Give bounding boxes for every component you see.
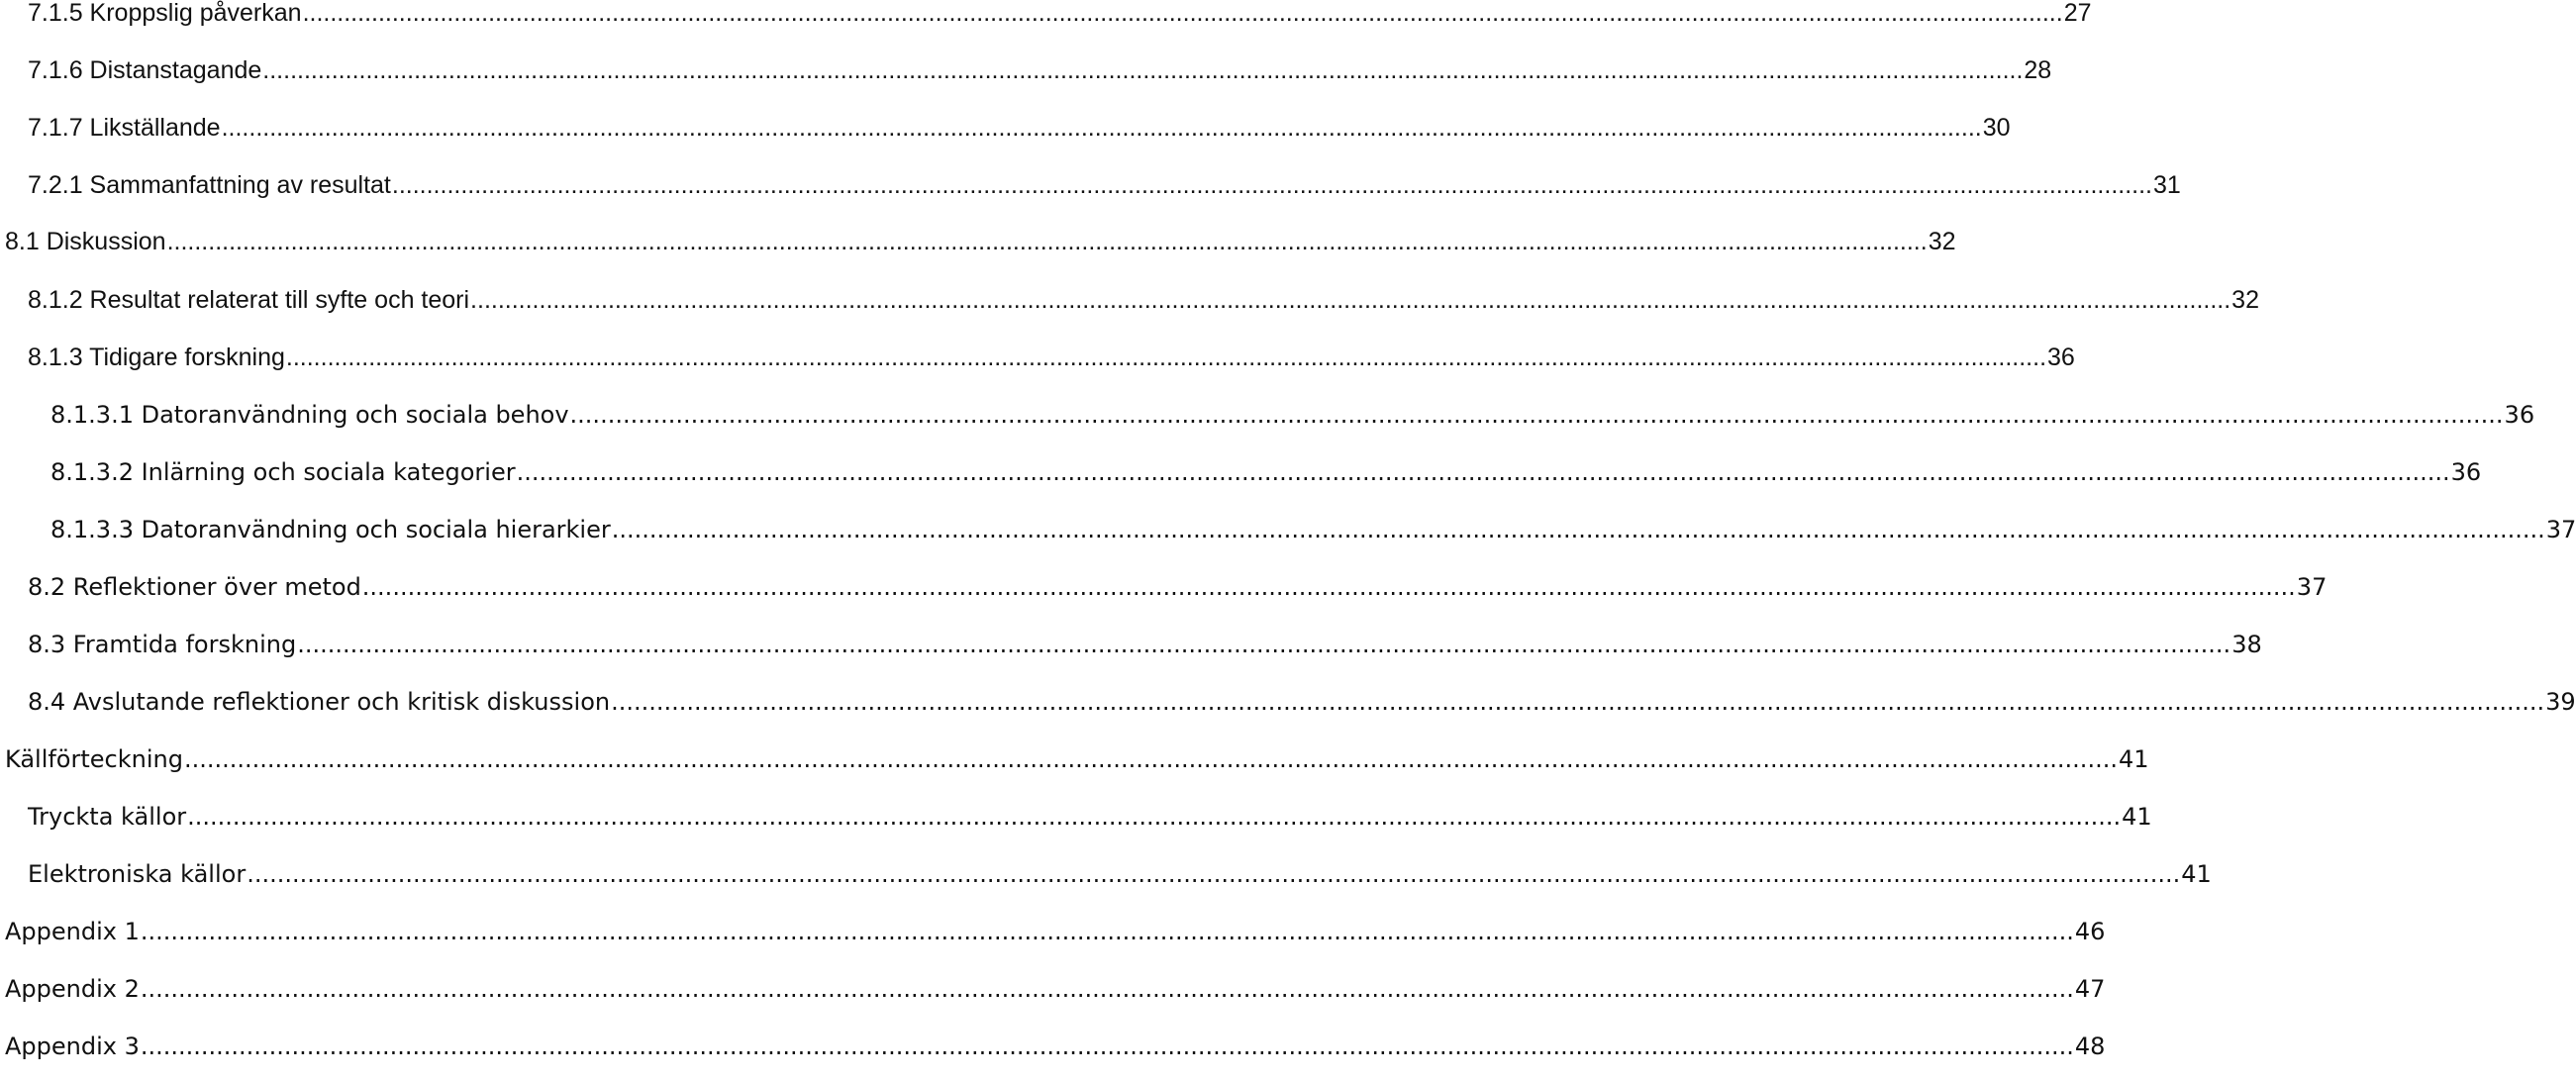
toc-entry-page: 31 <box>2153 171 2181 199</box>
toc-entry-label: 8.4 Avslutande reflektioner och kritisk diskussion <box>28 688 611 716</box>
toc-entry[interactable] <box>0 217 1956 256</box>
toc-entry-page: 32 <box>2231 286 2259 314</box>
toc-entry[interactable] <box>0 505 2576 544</box>
toc-entry-page: 27 <box>2063 0 2092 27</box>
toc-dot-leader <box>517 457 2450 487</box>
toc-entry-label: Elektroniska källor <box>28 860 247 888</box>
toc-dot-leader <box>297 630 2230 659</box>
toc-entry-label: 7.2.1 Sammanfattning av resultat <box>28 171 391 199</box>
toc-entry-page: 36 <box>2450 458 2482 486</box>
toc-dot-leader <box>470 285 2230 315</box>
toc-entry[interactable] <box>0 160 2181 200</box>
toc-entry-page: 41 <box>2122 803 2152 831</box>
toc-entry[interactable] <box>0 0 2092 28</box>
toc-entry-page: 41 <box>2118 745 2149 773</box>
toc-entry-page: 32 <box>1928 228 1956 255</box>
toc-dot-leader <box>612 515 2545 544</box>
toc-entry-label: 8.2 Reflektioner över metod <box>28 573 361 601</box>
toc-dot-leader <box>570 400 2504 430</box>
toc-entry[interactable] <box>0 333 2075 372</box>
toc-entry[interactable] <box>0 562 2328 602</box>
toc-entry[interactable] <box>0 46 2052 85</box>
toc-entry[interactable] <box>0 907 2106 946</box>
toc-entry[interactable] <box>0 1022 2106 1061</box>
toc-dot-leader <box>222 113 1982 143</box>
toc-dot-leader <box>141 917 2074 946</box>
toc-dot-leader <box>303 0 2063 28</box>
toc-entry-label: 8.1.3.1 Datoranvändning och sociala behov <box>50 401 569 429</box>
toc-entry-label: 8.1.3 Tidigare forskning <box>28 344 285 371</box>
toc-entry-page: 47 <box>2074 975 2106 1003</box>
toc-entry[interactable] <box>0 275 2259 315</box>
toc-dot-leader <box>187 802 2121 832</box>
toc-entry-label: Appendix 1 <box>5 918 140 945</box>
toc-entry-page: 37 <box>2545 516 2576 543</box>
toc-entry-label: Källförteckning <box>5 745 183 773</box>
toc-entry-label: 7.1.5 Kroppslig påverkan <box>28 0 302 27</box>
toc-entry-label: 8.1 Diskussion <box>5 228 166 255</box>
toc-entry-page: 28 <box>2024 56 2052 84</box>
toc-entry-page: 39 <box>2545 688 2576 716</box>
toc-dot-leader <box>362 572 2296 602</box>
toc-dot-leader <box>392 170 2152 200</box>
toc-entry-label: Tryckta källor <box>28 803 187 831</box>
toc-entry-page: 38 <box>2231 631 2262 658</box>
toc-entry-page: 46 <box>2074 918 2106 945</box>
toc-entry[interactable] <box>0 390 2535 430</box>
toc-entry-page: 30 <box>1982 114 2011 142</box>
toc-entry[interactable] <box>0 103 2011 143</box>
toc-entry-label: Appendix 2 <box>5 975 140 1003</box>
toc-dot-leader <box>167 227 1928 256</box>
toc-entry-label: 8.1.2 Resultat relaterat till syfte och teori <box>28 286 470 314</box>
toc-entry-page: 48 <box>2074 1033 2106 1060</box>
toc-entry-label: 8.1.3.2 Inlärning och sociala kategorier <box>50 458 516 486</box>
toc-dot-leader <box>247 859 2180 889</box>
toc-entry-label: 7.1.7 Likställande <box>28 114 221 142</box>
toc-entry-label: 7.1.6 Distanstagande <box>28 56 262 84</box>
toc-entry[interactable] <box>0 620 2262 659</box>
toc-entry[interactable] <box>0 447 2482 487</box>
toc-dot-leader <box>184 744 2118 774</box>
toc-entry-label: 8.1.3.3 Datoranvändning och sociala hierarkier <box>50 516 611 543</box>
toc-entry-label: 8.3 Framtida forskning <box>28 631 297 658</box>
toc-dot-leader <box>262 55 2023 85</box>
toc-entry[interactable] <box>0 677 2576 717</box>
toc-dot-leader <box>141 974 2074 1004</box>
toc-entry-page: 36 <box>2047 344 2075 371</box>
toc-entry-page: 41 <box>2181 860 2212 888</box>
toc-dot-leader <box>611 687 2544 717</box>
toc-entry[interactable] <box>0 792 2152 832</box>
toc-dot-leader <box>286 343 2046 372</box>
toc-entry-page: 37 <box>2296 573 2328 601</box>
toc-entry[interactable] <box>0 964 2106 1004</box>
toc-entry[interactable] <box>0 849 2212 889</box>
toc-entry[interactable] <box>0 735 2149 774</box>
toc-entry-page: 36 <box>2504 401 2535 429</box>
toc-entry-label: Appendix 3 <box>5 1033 140 1060</box>
toc-dot-leader <box>141 1032 2074 1061</box>
